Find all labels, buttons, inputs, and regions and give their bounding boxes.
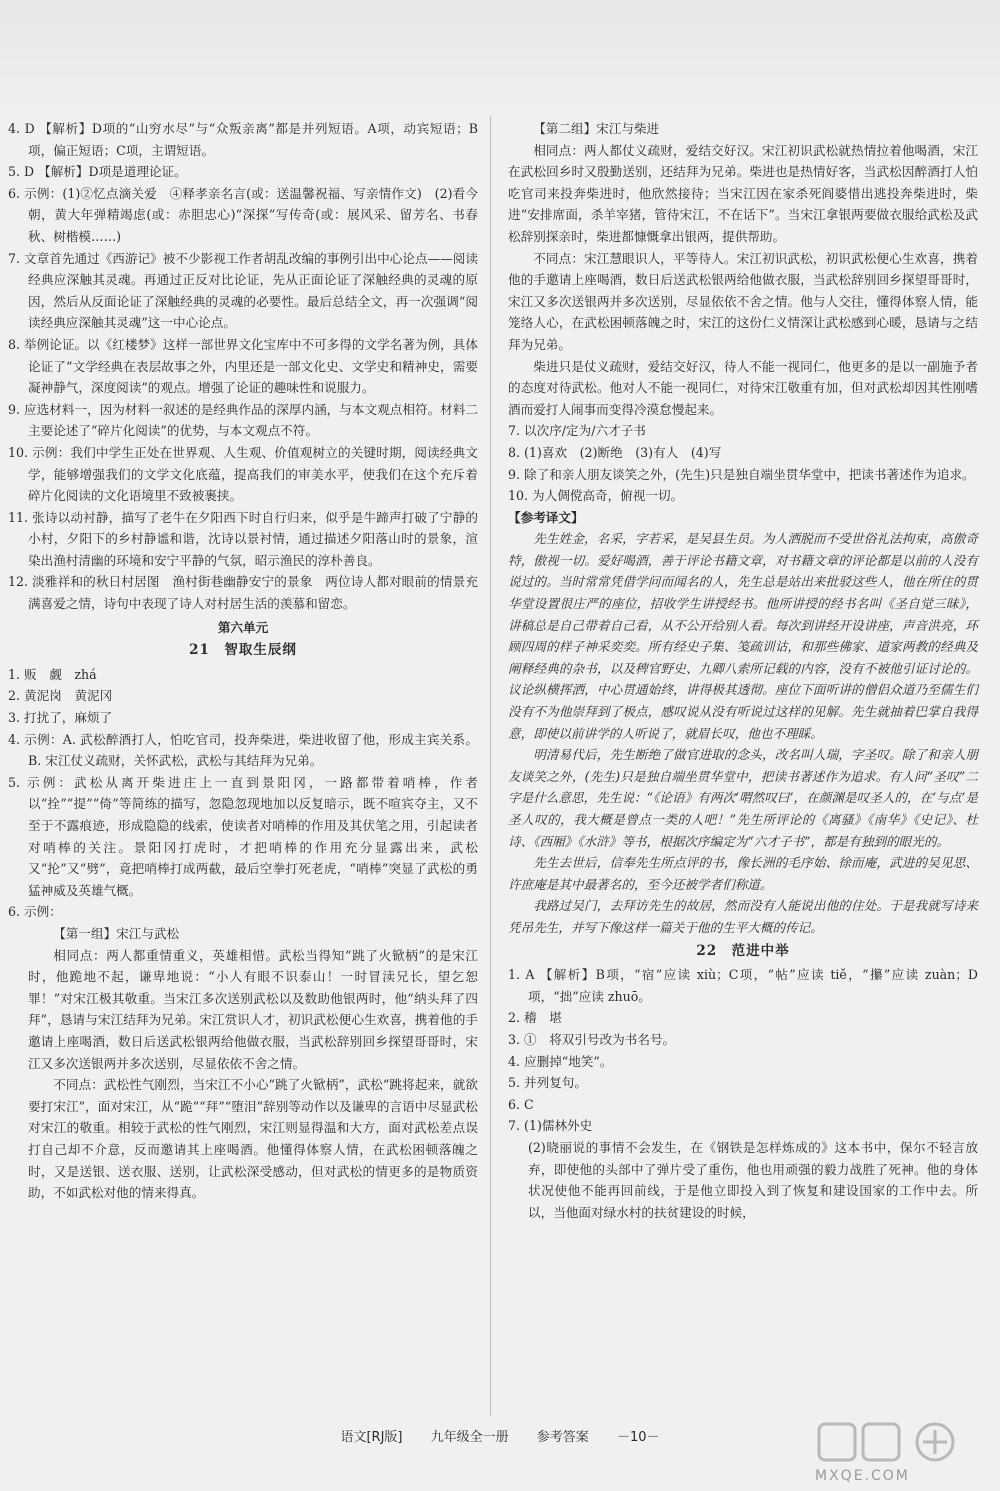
right-block: 【参考译文】	[508, 509, 584, 525]
left-column	[8, 118, 478, 1204]
right-block: 【第二组】宋江与柴进	[533, 121, 660, 136]
left-block: 相同点：两人都重情重义，英雄相惜。武松当得知“跳了火锨柄”的是宋江时，他跪地不起，谦卑地说：“小人有眼不识泰山！一时冒渎兄长，望乞恕罪！”对宋江极其敬重。当宋江多次送别武松以及数助他银两时，他“纳头拜了四拜”，恳请与宋江结拜为兄弟。宋江赏识人才，初识武松便心生欢喜，携着他的手邀请上座喝酒，数日后送武松银两给他做衣服，当武松辞别回乡探望哥哥时，宋江又多次送银两并多次送别，尽显依依不舍之情。	[28, 947, 478, 1071]
left-block: 12. 淡雅祥和的秋日村居图 渔村街巷幽静安宁的景象 两位诗人都对眼前的情景充满喜爱之情，诗句中表现了诗人对村居生活的羡慕和留恋。	[8, 574, 478, 612]
right-block: 2. 稽 堪	[508, 1010, 562, 1026]
left-block: 6. 示例：	[8, 904, 62, 920]
left-block: 1. 贩 觑 zhá	[8, 666, 97, 682]
footer-subject: 语文[RJ版]	[340, 1430, 403, 1445]
left-block: 10. 示例：我们中学生正处在世界观、人生观、价值观树立的关键时期，阅读经典文学，能够增强我们的文学文化底蕴，提高我们的审美水平，使我们在这个充斥着碎片化阅读的文化语境里不致被裹挟。	[8, 444, 478, 504]
left-block: 8. 举例论证。以《红楼梦》这样一部世界文化宝库中不可多得的文学名著为例，具体论证了“文学经典在表层故事之外，内里还是一部文化史、文学史和精神史，需要凝神静气，深度阅读”的观点。增强了论证的趣味性和说服力。	[8, 336, 478, 396]
right-column	[508, 118, 978, 1223]
left-block: 11. 张诗以动衬静，描写了老牛在夕阳西下时自行归来，似乎是牛蹄声打破了宁静的小村，夕阳下的乡村静谧和谐，沈诗以景衬情，通过描述夕阳落山时的景象，渲染出渔村清幽的环境和安宁平静的气氛，昭示渔民的淳朴善良。	[8, 509, 478, 568]
watermark-url: MXQE.COM	[815, 1468, 910, 1484]
watermark	[815, 1418, 993, 1484]
left-block: 【第一组】宋江与武松	[53, 925, 180, 941]
left-block: 4. 示例：A. 武松醉酒打人，怕吃官司，投奔柴进，柴进收留了他，形成主宾关系。B. 宋江仗义疏财，关怀武松，武松与其结拜为兄弟。	[8, 731, 478, 769]
right-block: 我路过吴门，去拜访先生的故居，然而没有人能说出他的住处。于是我就写诗来凭吊先生，并写下像这样一篇关于他的生平大概的传记。	[508, 898, 978, 935]
right-block: 5. 并列复句。	[508, 1075, 587, 1091]
column-divider	[490, 116, 491, 1416]
right-block: 明清易代后，先生断绝了做官进取的念头，改名叫人瑞，字圣叹。除了和亲人朋友谈笑之外，(先生)只是独自端坐贯华堂中，把读书著述作为追求。有人问“圣叹”二字是什么意思，先生说：“《论语》有两次‘喟然叹曰’，在颜渊是叹圣人的，在‘与点’是圣人叹的，我大概是曾点一类的人吧！”先生所评论的《离骚》《南华》《史记》、杜诗、《西厢》《水浒》等书，根据次序编定为“六才子书”，都是有独到的眼光的。	[508, 747, 978, 849]
left-block: 第六单元	[217, 619, 269, 635]
left-block: 21 智取生辰纲	[189, 642, 297, 659]
right-block: 柴进只是仗义疏财，爱结交好汉，待人不能一视同仁，他更多的是以一副施予者的态度对待武松。他对人不能一视同仁，对待宋江敬重有加，但对武松却因其性刚嗜酒而爱打人闹事而变得冷漠怠慢起来。	[508, 358, 978, 417]
right-block: 6. C	[508, 1096, 534, 1112]
right-block: 8. (1)喜欢 (2)断绝 (3)有人 (4)写	[508, 444, 722, 460]
page-top-band	[0, 0, 1000, 110]
right-block: 22 范进中举	[696, 942, 790, 959]
right-block: 9. 除了和亲人朋友谈笑之外，(先生)只是独自端坐贯华堂中，把读书著述作为追求。	[508, 466, 975, 482]
right-block: 10. 为人倜傥高奇，俯视一切。	[508, 488, 684, 504]
watermark-logo-icon	[815, 1418, 993, 1468]
right-block: 不同点：宋江慧眼识人，平等待人。宋江初识武松，初识武松便心生欢喜，携着他的手邀请上座喝酒，数日后送武松银两给他做衣服，当武松辞别回乡探望哥哥时，宋江又多次送银两并多次送别，尽显依依不舍之情。他与人交往，懂得体察人情，能笼络人心，在武松困顿落魄之时，宋江的这份仁义情深让武松感到心暖，恳请与之结拜为兄弟。	[508, 250, 978, 352]
right-block: 先生去世后，信奉先生所点评的书，像长洲的毛序始、徐而庵，武进的吴见思、许庶庵是其中最著名的，至今还被学者们称道。	[508, 855, 978, 892]
right-block: 7. 以次序/定为/六才子书	[508, 423, 646, 439]
right-block: 1. A 【解析】B项，“宿”应读 xiù；C项，“帖”应读 tiě，“攥”应读 zuàn；D项，“拙”应读 zhuō。	[508, 967, 978, 1004]
left-block: 不同点：武松性气刚烈，当宋江不小心“跳了火锨柄”，武松“跳将起来，就欲要打宋江”，面对宋江，从“跪”“拜”“堕泪”辞别等动作以及谦卑的言语中尽显武松对宋江的敬重。相较于武松的性气刚烈，宋江则显得温和大方，面对武松差点误打自己却不介意，反而邀请其上座喝酒。他懂得体察人情，在武松困顿落魄之时，又是送银、送衣服、送别，让武松深受感动，但对武松的情更多的是物质资助，不如武松对他的情来得真。	[28, 1077, 478, 1201]
left-block: 4. D 【解析】D项的“山穷水尽”与“众叛亲离”都是并列短语。A项，动宾短语；B项，偏正短语；C项，主谓短语。	[8, 121, 478, 158]
left-block: 7. 文章首先通过《西游记》被不少影视工作者胡乱改编的事例引出中心论点——阅读经典应深触其灵魂。再通过正反对比论证，先从正面论证了深触经典的灵魂的原因，然后从反面论证了深触经典的灵魂的必要性。最后总结全文，再一次强调“阅读经典应深触其灵魂”这一中心论点。	[8, 250, 478, 331]
left-block: 2. 黄泥岗 黄泥冈	[8, 688, 113, 704]
right-block: (2)晓丽说的事情不会发生，在《钢铁是怎样炼成的》这本书中，保尔不轻言放弃，即使他的头部中了弹片受了重伤，他也用顽强的毅力战胜了死神。他的身体状况使他不能再回前线，于是他立即投入到了恢复和建设国家的工作中去。所以，当他面对绿水村的扶贫建设的时候，	[528, 1139, 978, 1220]
left-block: 5. D 【解析】D项是道理论证。	[8, 164, 187, 180]
left-block: 5. 示例：武松从离开柴进庄上一直到景阳冈，一路都带着哨棒，作者以“拴”“提”“倚”等简练的描写，忽隐忽现地加以反复暗示，既不喧宾夺主，又不至于不露痕迹，形成隐隐的线索，使读者对哨棒的作用及其伏笔之用，引起读者对哨棒的关注。景阳冈打虎时，才把哨棒的作用充分显露出来，武松又“抡”又“劈”，竟把哨棒打成两截，最后空拳打死老虎，“哨棒”突显了武松的勇猛神威及英雄气概。	[8, 774, 478, 898]
footer-page-number: －10－	[616, 1430, 660, 1445]
right-block: 4. 应删掉“地笑”。	[508, 1053, 613, 1069]
left-block: 6. 示例：(1)②忆点滴关爱 ④释孝亲名言(或：送温馨祝福、写亲情作文) (2)看今朝，黄大年弹精竭虑(或：赤胆忠心)“深探”写传奇(或：展风采、留芳名、书春秋、树楷模……)	[8, 185, 478, 244]
left-block: 9. 应选材料一，因为材料一叙述的是经典作品的深厚内涵，与本文观点相符。材料二主要论述了“碎片化阅读”的优势，与本文观点不符。	[8, 401, 478, 439]
left-block: 3. 打扰了，麻烦了	[8, 710, 113, 726]
right-block: 3. ① 将双引号改为书名号。	[508, 1031, 676, 1047]
right-block: 相同点：两人都仗义疏财，爱结交好汉。宋江初识武松就热情拉着他喝酒，宋江在武松回乡时又殷勤送别，还结拜为兄弟。柴进也是热情好客，当武松因醉酒打人怕吃官司来投奔柴进时，他欣然接待；当宋江因在家杀死阎婆惜出逃投奔柴进时，柴进“安排席面，杀羊宰猪，管待宋江，不在话下”。当宋江拿银两要做衣服给武松及武松辞别探亲时，柴进都慷慨拿出银两，提供帮助。	[508, 142, 978, 244]
right-block: 7. (1)儒林外史	[508, 1118, 593, 1134]
footer-grade: 九年级全一册	[430, 1430, 509, 1445]
footer-section: 参考答案	[536, 1430, 589, 1445]
right-block: 先生姓金，名采，字若采，是吴县生员。为人洒脱而不受世俗礼法拘束，高傲奇特，傲视一切。爱好喝酒，善于评论书籍文章，对书籍文章的评论都是以前的人没有说过的。当时常常凭借学问而闻名的人，先生总是站出来批驳这些人，他在所住的贯华堂设置很庄严的座位，招收学生讲授经书。他所讲授的经书名叫《圣自觉三昧》，讲稿总是自己带着自己看，从不公开给别人看。每次到讲经开设讲座，声音洪亮，环顾四周的样子神采奕奕。所有经史子集、笺疏训诂，和那些佛家、道家两教的经典及阐释经典的杂书，以及稗官野史、九卿八索所记载的内容，没有不被他引证讨论的。议论纵横挥洒，中心贯通始终，讲得极其透彻。座位下面听讲的僧侣众道乃至儒生们没有不为他崇拜到了极点，感叹说从没有听说过这样的见解。先生就抽着巴掌自我得意，即使以前讲学的人听说了，就眉长叹，他也不理睬。	[508, 531, 978, 741]
